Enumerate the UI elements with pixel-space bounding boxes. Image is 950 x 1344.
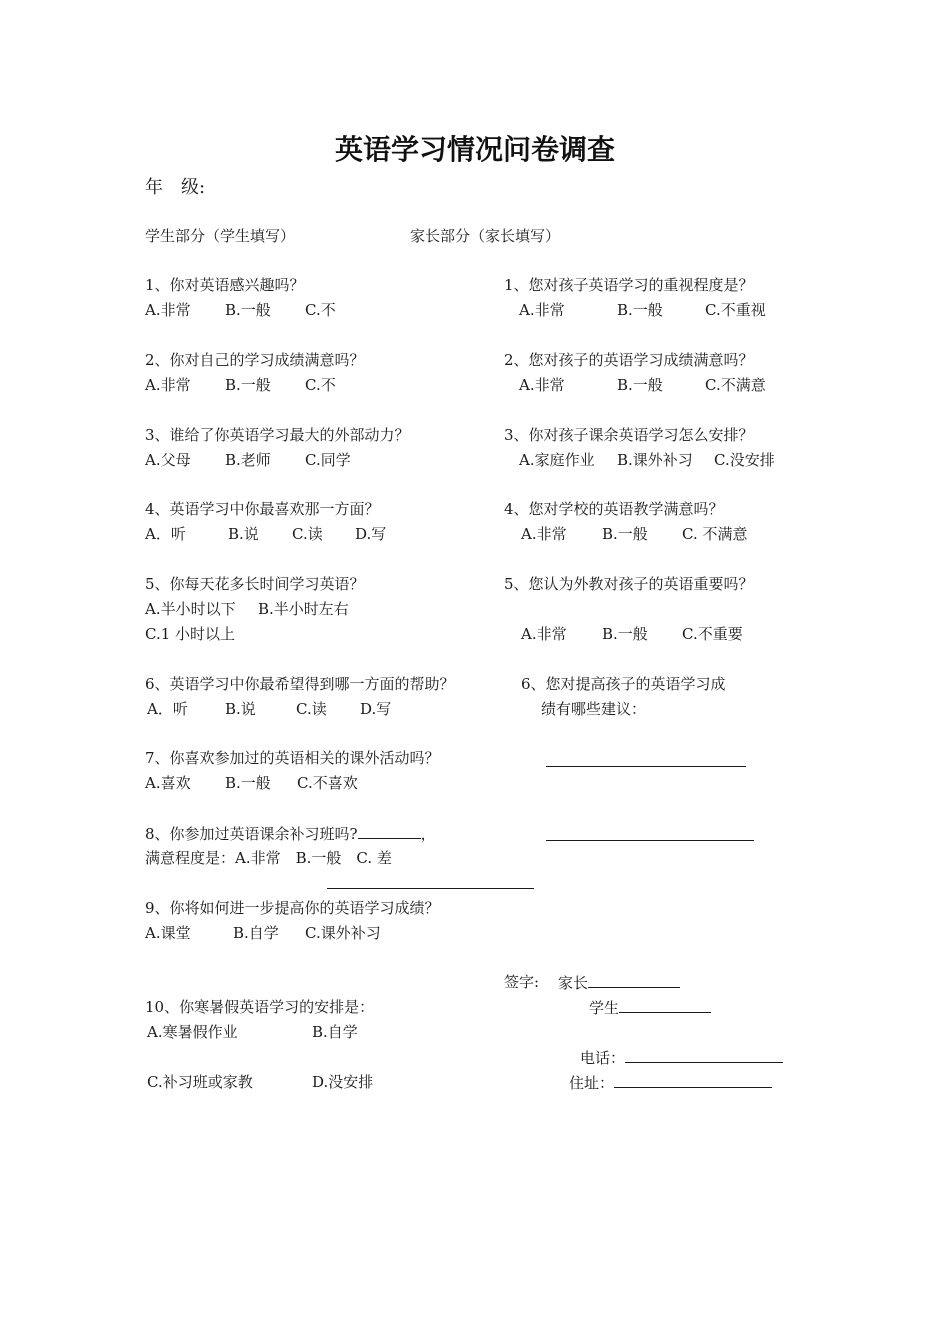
parent-question-2: 2、您对孩子的英语学习成绩满意吗？ <box>504 351 754 369</box>
student-q10-option-a: A.寒暑假作业 <box>147 1023 238 1041</box>
signature-parent <box>558 972 680 993</box>
phone-label: 电话： <box>580 1049 626 1067</box>
signature-label: 签字: <box>504 973 540 991</box>
parent-suggestion-line-1[interactable] <box>546 766 746 767</box>
student-q4-option-b: B.说 <box>228 525 259 543</box>
student-question-2: 2、你对自己的学习成绩满意吗？ <box>145 351 365 369</box>
parent-q5-option-c: C.不重要 <box>682 625 743 643</box>
parent-suggestion-line-2[interactable] <box>546 840 754 841</box>
student-q8-blank[interactable] <box>358 823 421 839</box>
signature-parent-label: 家长 <box>558 974 589 992</box>
parent-q1-option-b: B.一般 <box>617 301 663 319</box>
parent-question-5: 5、您认为外教对孩子的英语重要吗？ <box>504 575 754 593</box>
student-q9-option-b: B.自学 <box>233 924 279 942</box>
student-section-header: 学生部分（学生填写） <box>145 227 296 245</box>
parent-q2-option-a: A.非常 <box>519 376 565 394</box>
parent-question-6-line2: 绩有哪些建议： <box>541 700 647 718</box>
parent-q3-option-c: C.没安排 <box>714 451 775 469</box>
student-q9-option-c: C.课外补习 <box>305 924 381 942</box>
student-q4-option-d: D.写 <box>355 525 387 543</box>
parent-q4-option-b: B.一般 <box>602 525 648 543</box>
student-q4-option-c: C.读 <box>292 525 323 543</box>
student-question-7: 7、你喜欢参加过的英语相关的课外活动吗？ <box>145 749 440 767</box>
student-q9-option-a: A.课堂 <box>145 924 191 942</box>
student-q7-option-c: C.不喜欢 <box>297 774 358 792</box>
student-q1-option-a: A.非常 <box>145 301 191 319</box>
student-question-1: 1、你对英语感兴趣吗？ <box>145 276 305 294</box>
student-q8-comma: ， <box>420 825 436 843</box>
student-question-9: 9、你将如何进一步提高你的英语学习成绩？ <box>145 899 440 917</box>
student-q6-option-b: B.说 <box>225 700 256 718</box>
student-q7-option-b: B.一般 <box>225 774 271 792</box>
parent-section-header: 家长部分（家长填写） <box>410 227 561 245</box>
parent-question-4: 4、您对学校的英语教学满意吗？ <box>504 500 724 518</box>
parent-q1-option-c: C.不重视 <box>705 301 766 319</box>
parent-question-3: 3、你对孩子课余英语学习怎么安排？ <box>504 426 754 444</box>
student-question-10: 10、你寒暑假英语学习的安排是： <box>145 998 375 1016</box>
parent-q2-option-b: B.一般 <box>617 376 663 394</box>
student-q3-option-b: B.老师 <box>225 451 271 469</box>
student-q5-option-b: B.半小时左右 <box>258 600 349 618</box>
phone-field[interactable] <box>625 1047 783 1063</box>
signature-student-label: 学生 <box>589 999 620 1017</box>
parent-q3-option-b: B.课外补习 <box>617 451 693 469</box>
student-q10-option-d: D.没安排 <box>312 1073 374 1091</box>
student-q6-option-c: C.读 <box>296 700 327 718</box>
student-question-5: 5、你每天花多长时间学习英语？ <box>145 575 365 593</box>
student-question-3: 3、谁给了你英语学习最大的外部动力？ <box>145 426 410 444</box>
student-q6-option-a: A．听 <box>147 700 188 718</box>
student-q10-option-c: C.补习班或家教 <box>147 1073 253 1091</box>
signature-student-field[interactable] <box>619 997 711 1013</box>
student-q5-option-c: C.1 小时以上 <box>145 625 236 643</box>
address <box>569 1072 772 1093</box>
student-q3-option-a: A.父母 <box>145 451 191 469</box>
student-q8-text: 8、你参加过英语课余补习班吗? <box>145 825 358 843</box>
student-q2-option-b: B.一般 <box>225 376 271 394</box>
parent-q2-option-c: C.不满意 <box>705 376 766 394</box>
student-q2-option-c: C.不 <box>305 376 336 394</box>
parent-question-6-line1: 6、您对提高孩子的英语学习成 <box>521 675 726 693</box>
parent-q1-option-a: A.非常 <box>519 301 565 319</box>
parent-question-1: 1、您对孩子英语学习的重视程度是？ <box>504 276 754 294</box>
parent-q4-option-c: C. 不满意 <box>682 525 748 543</box>
answer-line[interactable] <box>327 888 534 889</box>
student-question-8 <box>145 823 436 844</box>
student-q8-satisfaction: 满意程度是：A.非常 B.一般 C. 差 <box>145 849 392 867</box>
student-q1-option-b: B.一般 <box>225 301 271 319</box>
phone <box>580 1047 783 1068</box>
student-q4-option-a: A．听 <box>145 525 186 543</box>
student-q6-option-d: D.写 <box>360 700 392 718</box>
parent-q5-option-b: B.一般 <box>602 625 648 643</box>
address-label: 住址： <box>569 1074 615 1092</box>
grade-label: 年 级: <box>145 177 206 198</box>
student-q2-option-a: A.非常 <box>145 376 191 394</box>
student-q1-option-c: C.不 <box>305 301 336 319</box>
student-question-6: 6、英语学习中你最希望得到哪一方面的帮助？ <box>145 675 455 693</box>
parent-q5-option-a: A.非常 <box>521 625 567 643</box>
parent-q4-option-a: A.非常 <box>521 525 567 543</box>
student-q10-option-b: B.自学 <box>312 1023 358 1041</box>
student-question-4: 4、英语学习中你最喜欢那一方面？ <box>145 500 380 518</box>
student-q5-option-a: A.半小时以下 <box>145 600 236 618</box>
signature-parent-field[interactable] <box>588 972 680 988</box>
document-title: 英语学习情况问卷调查 <box>334 133 615 166</box>
parent-q3-option-a: A.家庭作业 <box>519 451 595 469</box>
signature-student <box>589 997 711 1018</box>
student-q7-option-a: A.喜欢 <box>145 774 191 792</box>
student-q3-option-c: C.同学 <box>305 451 351 469</box>
address-field[interactable] <box>614 1072 772 1088</box>
